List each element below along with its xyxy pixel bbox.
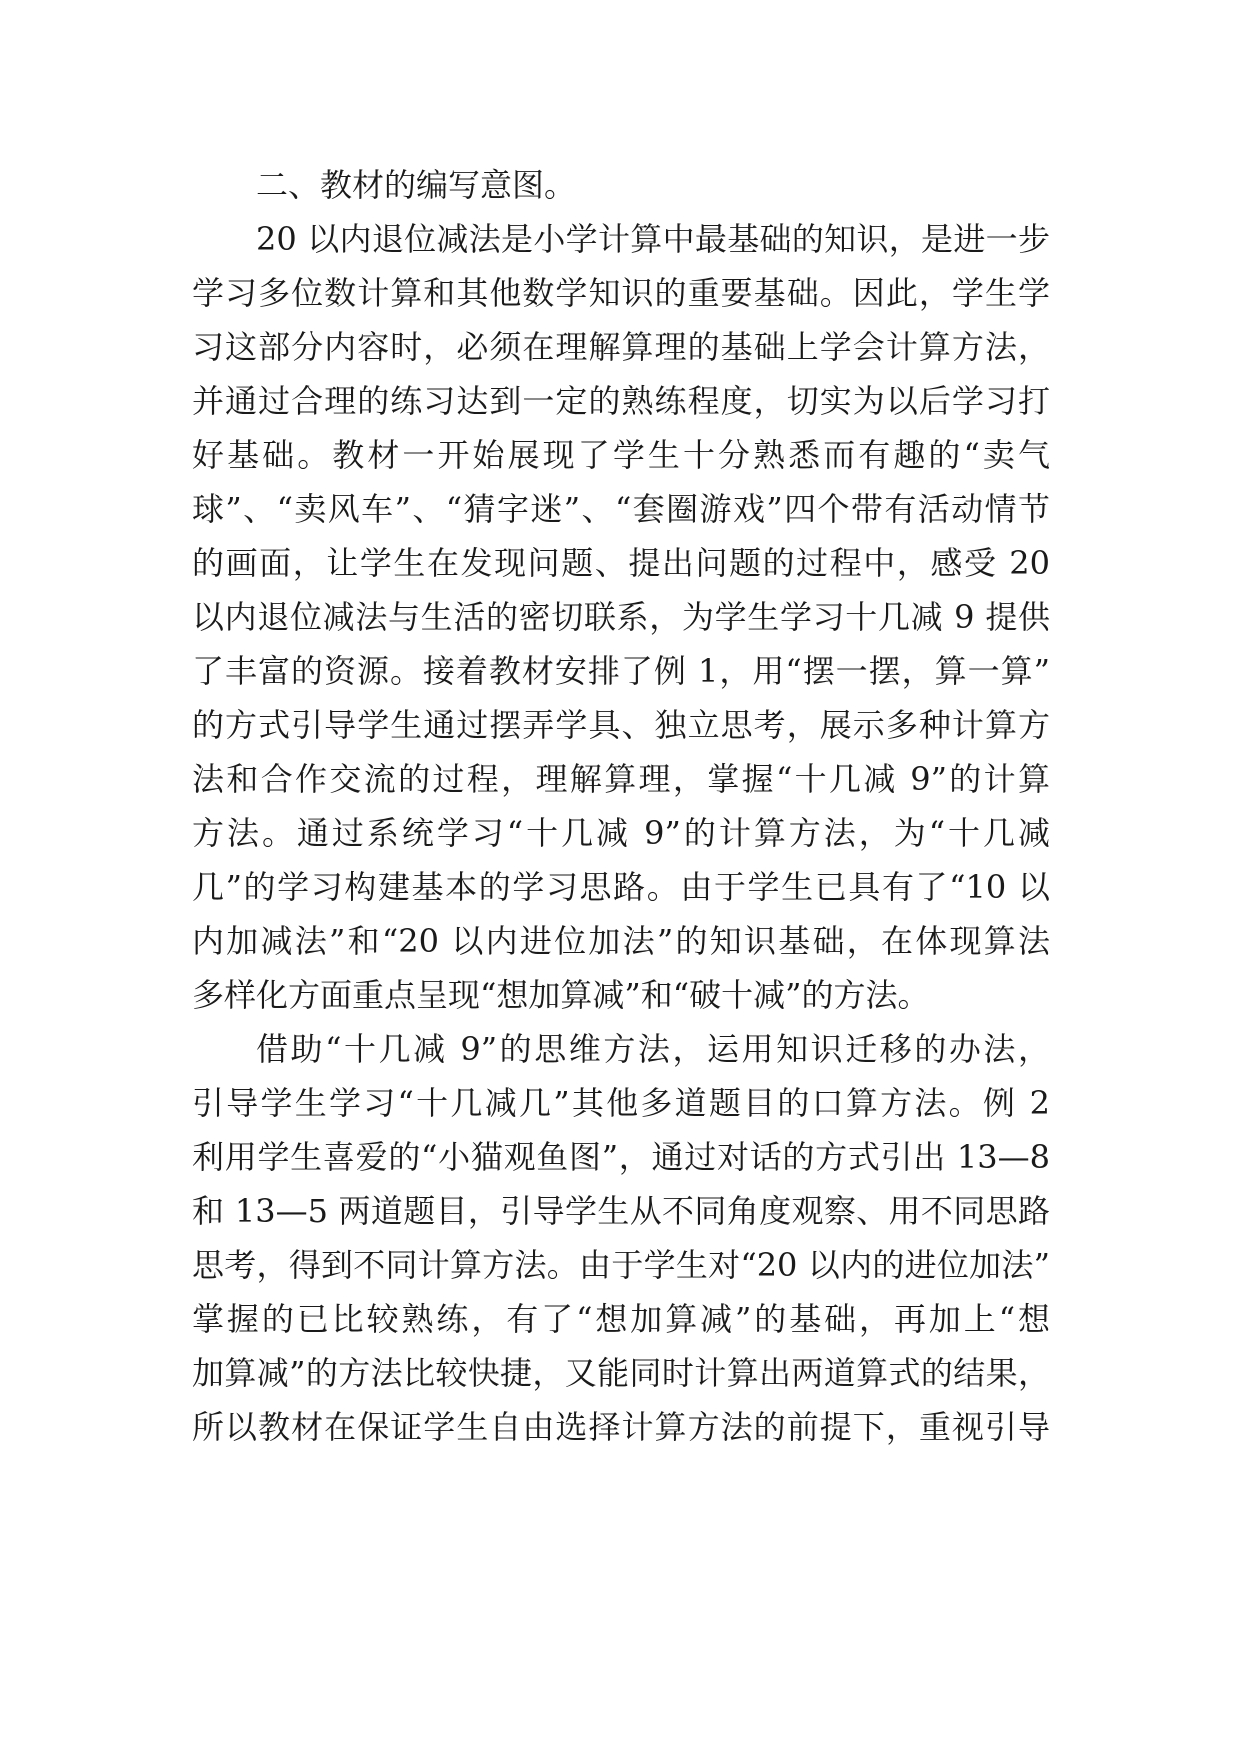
paragraph-line: 方法。通过系统学习“十几减 9”的计算方法，为“十几减 <box>192 814 1050 852</box>
paragraph-line: 掌握的已比较熟练，有了“想加算减”的基础，再加上“想 <box>192 1300 1050 1338</box>
paragraph-line: 习这部分内容时，必须在理解算理的基础上学会计算方法， <box>192 328 1050 366</box>
paragraph-line: 了丰富的资源。接着教材安排了例 1，用“摆一摆，算一算” <box>192 652 1050 690</box>
paragraph-line: 和 13—5 两道题目，引导学生从不同角度观察、用不同思路 <box>192 1192 1050 1230</box>
paragraph-line: 以内退位减法与生活的密切联系，为学生学习十几减 9 提供 <box>192 598 1050 636</box>
paragraph-line: 借助“十几减 9”的思维方法，运用知识迁移的办法， <box>256 1030 1050 1068</box>
section-heading: 二、教材的编写意图。 <box>256 166 577 204</box>
paragraph-line: 引导学生学习“十几减几”其他多道题目的口算方法。例 2 <box>192 1084 1050 1122</box>
paragraph-line: 的画面，让学生在发现问题、提出问题的过程中，感受 20 <box>192 544 1050 582</box>
paragraph-line: 所以教材在保证学生自由选择计算方法的前提下，重视引导 <box>192 1408 1050 1446</box>
paragraph-line: 的方式引导学生通过摆弄学具、独立思考，展示多种计算方 <box>192 706 1050 744</box>
paragraph-line: 思考，得到不同计算方法。由于学生对“20 以内的进位加法” <box>192 1246 1050 1284</box>
paragraph-line: 并通过合理的练习达到一定的熟练程度，切实为以后学习打 <box>192 382 1050 420</box>
paragraph-line: 利用学生喜爱的“小猫观鱼图”，通过对话的方式引出 13—8 <box>192 1138 1050 1176</box>
paragraph-line: 球”、“卖风车”、“猜字迷”、“套圈游戏”四个带有活动情节 <box>192 490 1050 528</box>
paragraph-line: 好基础。教材一开始展现了学生十分熟悉而有趣的“卖气 <box>192 436 1050 474</box>
paragraph-line: 法和合作交流的过程，理解算理，掌握“十几减 9”的计算 <box>192 760 1050 798</box>
paragraph-line: 内加减法”和“20 以内进位加法”的知识基础，在体现算法 <box>192 922 1050 960</box>
paragraph-line: 多样化方面重点呈现“想加算减”和“破十减”的方法。 <box>192 976 930 1014</box>
paragraph-line: 几”的学习构建基本的学习思路。由于学生已具有了“10 以 <box>192 868 1050 906</box>
paragraph-line: 加算减”的方法比较快捷，又能同时计算出两道算式的结果， <box>192 1354 1050 1392</box>
paragraph-line: 20 以内退位减法是小学计算中最基础的知识，是进一步 <box>256 220 1050 258</box>
paragraph-line: 学习多位数计算和其他数学知识的重要基础。因此，学生学 <box>192 274 1050 312</box>
